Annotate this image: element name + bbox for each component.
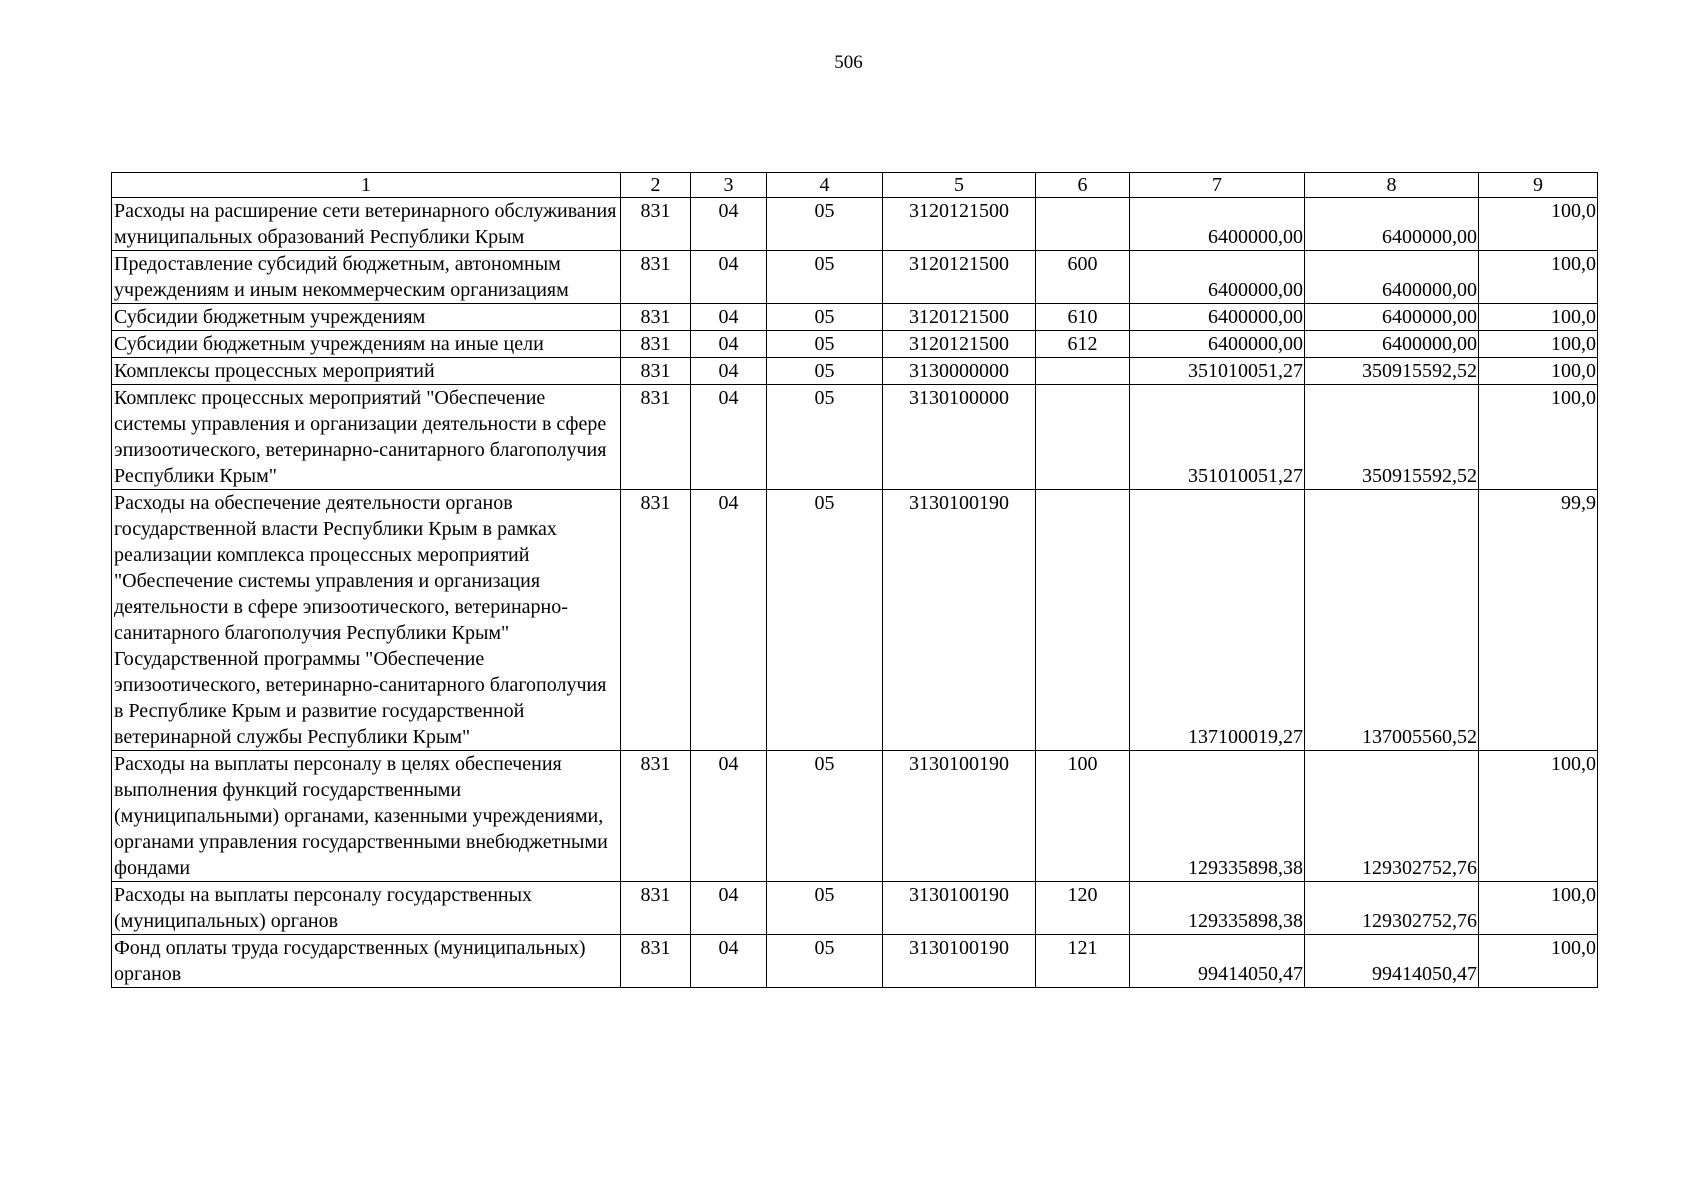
- row-col4: 05: [767, 490, 883, 751]
- row-col9: 100,0: [1479, 751, 1598, 882]
- row-col5: 3120121500: [883, 304, 1036, 331]
- header-cell-1: 1: [112, 173, 621, 198]
- row-col7: 351010051,27: [1130, 385, 1305, 490]
- row-col6: 100: [1036, 751, 1130, 882]
- budget-table: [111, 172, 1598, 988]
- table-row: [112, 385, 1598, 490]
- row-col9: 100,0: [1479, 251, 1598, 304]
- row-col5: 3130100190: [883, 882, 1036, 935]
- row-col8: 350915592,52: [1305, 358, 1479, 385]
- row-col5: 3130100190: [883, 751, 1036, 882]
- row-col7: 6400000,00: [1130, 304, 1305, 331]
- row-name: Субсидии бюджетным учреждениям: [112, 304, 621, 331]
- row-col7: 351010051,27: [1130, 358, 1305, 385]
- page-number: 506: [834, 52, 863, 73]
- row-col2: 831: [621, 935, 691, 988]
- row-col7: 6400000,00: [1130, 331, 1305, 358]
- row-col9: 99,9: [1479, 490, 1598, 751]
- header-cell-7: 7: [1130, 173, 1305, 198]
- row-name: Фонд оплаты труда государственных (муниципальных) органов: [112, 935, 621, 988]
- budget-table-body: [112, 173, 1598, 988]
- row-col4: 05: [767, 198, 883, 251]
- row-col3: 04: [691, 935, 767, 988]
- row-col3: 04: [691, 251, 767, 304]
- table-row: [112, 358, 1598, 385]
- row-col4: 05: [767, 935, 883, 988]
- table-header-row: [112, 173, 1598, 198]
- row-col5: 3130100190: [883, 490, 1036, 751]
- row-name: Расходы на выплаты персоналу государственных (муниципальных) органов: [112, 882, 621, 935]
- row-col8: 129302752,76: [1305, 882, 1479, 935]
- table-row: [112, 490, 1598, 751]
- row-col3: 04: [691, 385, 767, 490]
- header-cell-8: 8: [1305, 173, 1479, 198]
- row-col2: 831: [621, 490, 691, 751]
- row-col4: 05: [767, 385, 883, 490]
- row-name: Расходы на выплаты персоналу в целях обеспечения выполнения функций государственными (муниципальными) органами, казенными учреждениями, органами управления государственными внебюджетными фондами: [112, 751, 621, 882]
- row-col2: 831: [621, 304, 691, 331]
- row-col8: 6400000,00: [1305, 198, 1479, 251]
- header-cell-9: 9: [1479, 173, 1598, 198]
- row-col3: 04: [691, 304, 767, 331]
- row-col4: 05: [767, 882, 883, 935]
- row-col4: 05: [767, 358, 883, 385]
- header-cell-5: 5: [883, 173, 1036, 198]
- row-col4: 05: [767, 304, 883, 331]
- row-col7: 129335898,38: [1130, 882, 1305, 935]
- row-col4: 05: [767, 251, 883, 304]
- row-name: Расходы на обеспечение деятельности органов государственной власти Республики Крым в рамках реализации комплекса процессных мероприятий "Обеспечение системы управления и организация деятельности в сфере эпизоотического, ветеринарно-санитарного благополучия Республики Крым" Государственной программы "Обеспечение эпизоотического, ветеринарно-санитарного благополучия в Республике Крым и развитие государственной ветеринарной службы Республики Крым": [112, 490, 621, 751]
- row-col9: 100,0: [1479, 304, 1598, 331]
- row-col7: 6400000,00: [1130, 198, 1305, 251]
- row-col5: 3120121500: [883, 331, 1036, 358]
- row-col2: 831: [621, 251, 691, 304]
- row-col7: 99414050,47: [1130, 935, 1305, 988]
- row-col8: 6400000,00: [1305, 331, 1479, 358]
- row-col2: 831: [621, 198, 691, 251]
- row-col2: 831: [621, 358, 691, 385]
- row-col9: 100,0: [1479, 385, 1598, 490]
- header-cell-2: 2: [621, 173, 691, 198]
- row-col7: 129335898,38: [1130, 751, 1305, 882]
- row-col2: 831: [621, 331, 691, 358]
- row-col6: [1036, 358, 1130, 385]
- row-col6: [1036, 385, 1130, 490]
- row-col9: 100,0: [1479, 198, 1598, 251]
- row-col9: 100,0: [1479, 331, 1598, 358]
- row-col6: 612: [1036, 331, 1130, 358]
- table-row: [112, 331, 1598, 358]
- row-col7: 6400000,00: [1130, 251, 1305, 304]
- table-row: [112, 304, 1598, 331]
- header-cell-3: 3: [691, 173, 767, 198]
- row-col5: 3120121500: [883, 198, 1036, 251]
- row-col8: 6400000,00: [1305, 304, 1479, 331]
- table-row: [112, 751, 1598, 882]
- table-row: [112, 251, 1598, 304]
- row-col7: 137100019,27: [1130, 490, 1305, 751]
- row-col5: 3130000000: [883, 358, 1036, 385]
- row-col5: 3120121500: [883, 251, 1036, 304]
- row-col8: 129302752,76: [1305, 751, 1479, 882]
- row-col6: [1036, 490, 1130, 751]
- row-col6: [1036, 198, 1130, 251]
- row-col3: 04: [691, 358, 767, 385]
- row-col6: 600: [1036, 251, 1130, 304]
- header-cell-6: 6: [1036, 173, 1130, 198]
- table-row: [112, 882, 1598, 935]
- row-col2: 831: [621, 385, 691, 490]
- row-col9: 100,0: [1479, 935, 1598, 988]
- row-col8: 137005560,52: [1305, 490, 1479, 751]
- row-col4: 05: [767, 331, 883, 358]
- row-name: Комплексы процессных мероприятий: [112, 358, 621, 385]
- row-col2: 831: [621, 751, 691, 882]
- row-col6: 610: [1036, 304, 1130, 331]
- row-col3: 04: [691, 331, 767, 358]
- row-col9: 100,0: [1479, 882, 1598, 935]
- row-col5: 3130100000: [883, 385, 1036, 490]
- row-col9: 100,0: [1479, 358, 1598, 385]
- row-col8: 350915592,52: [1305, 385, 1479, 490]
- row-col2: 831: [621, 882, 691, 935]
- row-col3: 04: [691, 490, 767, 751]
- row-col6: 120: [1036, 882, 1130, 935]
- row-col4: 05: [767, 751, 883, 882]
- row-col6: 121: [1036, 935, 1130, 988]
- row-col3: 04: [691, 198, 767, 251]
- row-col3: 04: [691, 751, 767, 882]
- row-col8: 6400000,00: [1305, 251, 1479, 304]
- row-col3: 04: [691, 882, 767, 935]
- row-name: Расходы на расширение сети ветеринарного обслуживания муниципальных образований Республики Крым: [112, 198, 621, 251]
- row-name: Комплекс процессных мероприятий "Обеспечение системы управления и организации деятельности в сфере эпизоотического, ветеринарно-санитарного благополучия Республики Крым": [112, 385, 621, 490]
- header-cell-4: 4: [767, 173, 883, 198]
- row-name: Предоставление субсидий бюджетным, автономным учреждениям и иным некоммерческим организациям: [112, 251, 621, 304]
- table-row: [112, 198, 1598, 251]
- row-name: Субсидии бюджетным учреждениям на иные цели: [112, 331, 621, 358]
- row-col5: 3130100190: [883, 935, 1036, 988]
- table-row: [112, 935, 1598, 988]
- row-col8: 99414050,47: [1305, 935, 1479, 988]
